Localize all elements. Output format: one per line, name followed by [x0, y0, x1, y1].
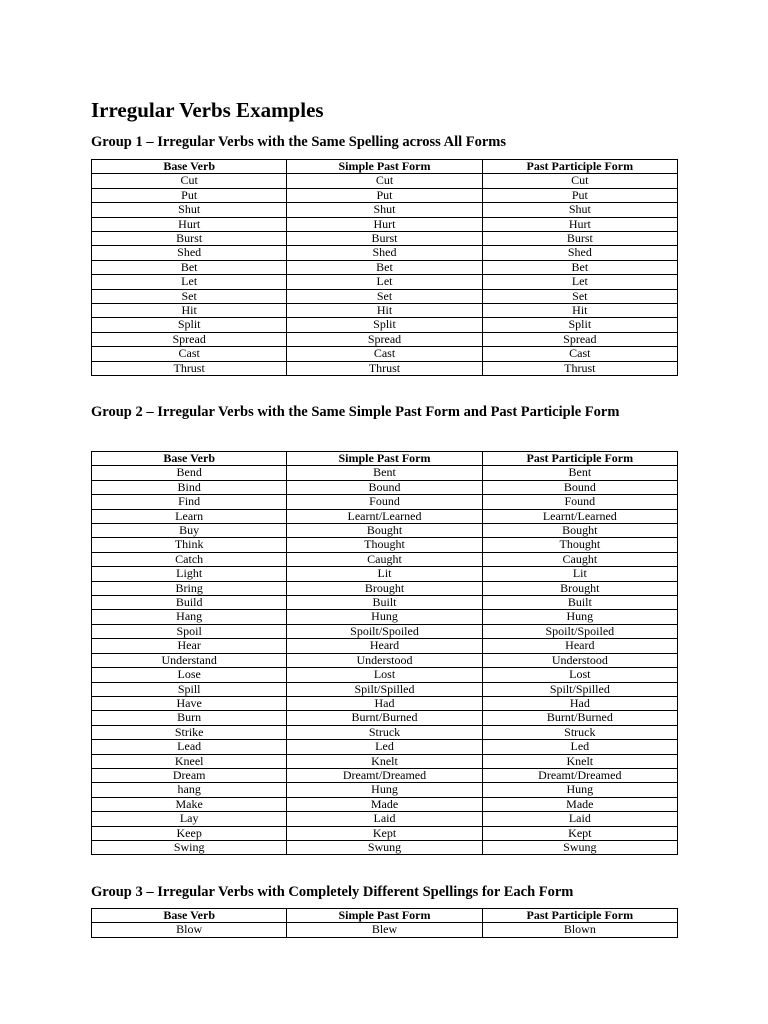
simple-past-cell: Spilt/Spilled	[287, 682, 482, 696]
simple-past-cell: Knelt	[287, 754, 482, 768]
past-participle-cell: Hurt	[482, 217, 677, 231]
simple-past-cell: Let	[287, 275, 482, 289]
table-row	[92, 610, 678, 624]
simple-past-cell: Bet	[287, 260, 482, 274]
past-participle-cell: Bought	[482, 524, 677, 538]
base-verb-cell: Dream	[92, 768, 287, 782]
table-header-row	[92, 909, 678, 923]
table-row	[92, 826, 678, 840]
base-verb-cell: Split	[92, 318, 287, 332]
past-participle-cell: Blown	[482, 923, 677, 937]
base-verb-cell: Think	[92, 538, 287, 552]
past-participle-cell: Found	[482, 495, 677, 509]
past-participle-cell: Bent	[482, 466, 677, 480]
base-verb-cell: Bet	[92, 260, 287, 274]
base-verb-cell: Hit	[92, 304, 287, 318]
past-participle-cell: Built	[482, 596, 677, 610]
base-verb-cell: Have	[92, 696, 287, 710]
past-participle-cell: Bet	[482, 260, 677, 274]
base-verb-cell: Hear	[92, 639, 287, 653]
table-row	[92, 260, 678, 274]
base-verb-cell: Set	[92, 289, 287, 303]
simple-past-cell: Burst	[287, 232, 482, 246]
simple-past-cell: Cast	[287, 347, 482, 361]
base-verb-cell: Shut	[92, 203, 287, 217]
simple-past-cell: Made	[287, 797, 482, 811]
table-row	[92, 783, 678, 797]
base-verb-cell: Blow	[92, 923, 287, 937]
table-row	[92, 624, 678, 638]
table-row	[92, 232, 678, 246]
table-row	[92, 509, 678, 523]
simple-past-cell: Caught	[287, 552, 482, 566]
base-verb-cell: Bind	[92, 480, 287, 494]
past-participle-cell: Split	[482, 318, 677, 332]
group-1-table	[91, 159, 678, 376]
simple-past-cell: Bought	[287, 524, 482, 538]
past-participle-cell: Spilt/Spilled	[482, 682, 677, 696]
simple-past-cell: Hit	[287, 304, 482, 318]
table-row	[92, 289, 678, 303]
past-participle-cell: Made	[482, 797, 677, 811]
simple-past-cell: Dreamt/Dreamed	[287, 768, 482, 782]
simple-past-cell: Thought	[287, 538, 482, 552]
simple-past-cell: Spoilt/Spoiled	[287, 624, 482, 638]
column-header-simple-past: Simple Past Form	[287, 452, 482, 466]
table-row	[92, 812, 678, 826]
table-row	[92, 217, 678, 231]
past-participle-cell: Thrust	[482, 361, 677, 375]
base-verb-cell: Lay	[92, 812, 287, 826]
simple-past-cell: Learnt/Learned	[287, 509, 482, 523]
past-participle-cell: Heard	[482, 639, 677, 653]
simple-past-cell: Set	[287, 289, 482, 303]
simple-past-cell: Shed	[287, 246, 482, 260]
past-participle-cell: Knelt	[482, 754, 677, 768]
simple-past-cell: Lit	[287, 567, 482, 581]
simple-past-cell: Had	[287, 696, 482, 710]
simple-past-cell: Bent	[287, 466, 482, 480]
base-verb-cell: Keep	[92, 826, 287, 840]
group-2-heading: Group 2 – Irregular Verbs with the Same Simple Past Form and Past Participle Form	[91, 404, 620, 420]
base-verb-cell: Bring	[92, 581, 287, 595]
table-row	[92, 203, 678, 217]
base-verb-cell: Buy	[92, 524, 287, 538]
base-verb-cell: hang	[92, 783, 287, 797]
table-row	[92, 596, 678, 610]
past-participle-cell: Burst	[482, 232, 677, 246]
simple-past-cell: Burnt/Burned	[287, 711, 482, 725]
simple-past-cell: Hung	[287, 610, 482, 624]
table-row	[92, 797, 678, 811]
table-row	[92, 246, 678, 260]
past-participle-cell: Laid	[482, 812, 677, 826]
table-row	[92, 480, 678, 494]
base-verb-cell: Spill	[92, 682, 287, 696]
simple-past-cell: Shut	[287, 203, 482, 217]
base-verb-cell: Burst	[92, 232, 287, 246]
simple-past-cell: Led	[287, 740, 482, 754]
table-row	[92, 668, 678, 682]
simple-past-cell: Cut	[287, 174, 482, 188]
simple-past-cell: Swung	[287, 840, 482, 854]
base-verb-cell: Swing	[92, 840, 287, 854]
base-verb-cell: Light	[92, 567, 287, 581]
table-row	[92, 347, 678, 361]
base-verb-cell: Lead	[92, 740, 287, 754]
past-participle-cell: Cut	[482, 174, 677, 188]
base-verb-cell: Catch	[92, 552, 287, 566]
table-row	[92, 923, 678, 937]
table-header-row	[92, 452, 678, 466]
base-verb-cell: Understand	[92, 653, 287, 667]
group-1-heading: Group 1 – Irregular Verbs with the Same Spelling across All Forms	[91, 134, 507, 150]
column-header-base-verb: Base Verb	[92, 909, 287, 923]
table-row	[92, 318, 678, 332]
base-verb-cell: Spread	[92, 332, 287, 346]
table-row	[92, 711, 678, 725]
column-header-past-participle: Past Participle Form	[482, 909, 677, 923]
simple-past-cell: Spread	[287, 332, 482, 346]
simple-past-cell: Understood	[287, 653, 482, 667]
table-row	[92, 538, 678, 552]
base-verb-cell: Hang	[92, 610, 287, 624]
simple-past-cell: Put	[287, 188, 482, 202]
past-participle-cell: Hung	[482, 610, 677, 624]
column-header-base-verb: Base Verb	[92, 160, 287, 174]
past-participle-cell: Understood	[482, 653, 677, 667]
simple-past-cell: Hurt	[287, 217, 482, 231]
past-participle-cell: Let	[482, 275, 677, 289]
column-header-past-participle: Past Participle Form	[482, 160, 677, 174]
table-row	[92, 840, 678, 854]
base-verb-cell: Hurt	[92, 217, 287, 231]
table-row	[92, 361, 678, 375]
base-verb-cell: Let	[92, 275, 287, 289]
table-row	[92, 754, 678, 768]
past-participle-cell: Swung	[482, 840, 677, 854]
group-2-table	[91, 451, 678, 855]
table-row	[92, 725, 678, 739]
table-row	[92, 495, 678, 509]
past-participle-cell: Burnt/Burned	[482, 711, 677, 725]
base-verb-cell: Burn	[92, 711, 287, 725]
past-participle-cell: Hit	[482, 304, 677, 318]
simple-past-cell: Bound	[287, 480, 482, 494]
column-header-simple-past: Simple Past Form	[287, 160, 482, 174]
table-row	[92, 552, 678, 566]
past-participle-cell: Led	[482, 740, 677, 754]
base-verb-cell: Spoil	[92, 624, 287, 638]
table-row	[92, 768, 678, 782]
base-verb-cell: Make	[92, 797, 287, 811]
table-row	[92, 332, 678, 346]
simple-past-cell: Found	[287, 495, 482, 509]
base-verb-cell: Build	[92, 596, 287, 610]
base-verb-cell: Learn	[92, 509, 287, 523]
simple-past-cell: Laid	[287, 812, 482, 826]
base-verb-cell: Shed	[92, 246, 287, 260]
simple-past-cell: Struck	[287, 725, 482, 739]
past-participle-cell: Lost	[482, 668, 677, 682]
simple-past-cell: Built	[287, 596, 482, 610]
past-participle-cell: Caught	[482, 552, 677, 566]
base-verb-cell: Cast	[92, 347, 287, 361]
base-verb-cell: Thrust	[92, 361, 287, 375]
past-participle-cell: Spoilt/Spoiled	[482, 624, 677, 638]
past-participle-cell: Had	[482, 696, 677, 710]
base-verb-cell: Find	[92, 495, 287, 509]
group-3-table	[91, 908, 678, 938]
simple-past-cell: Thrust	[287, 361, 482, 375]
past-participle-cell: Kept	[482, 826, 677, 840]
table-row	[92, 466, 678, 480]
past-participle-cell: Bound	[482, 480, 677, 494]
past-participle-cell: Thought	[482, 538, 677, 552]
column-header-simple-past: Simple Past Form	[287, 909, 482, 923]
base-verb-cell: Strike	[92, 725, 287, 739]
table-row	[92, 653, 678, 667]
past-participle-cell: Spread	[482, 332, 677, 346]
table-row	[92, 188, 678, 202]
base-verb-cell: Cut	[92, 174, 287, 188]
table-row	[92, 567, 678, 581]
past-participle-cell: Shut	[482, 203, 677, 217]
table-row	[92, 581, 678, 595]
table-row	[92, 304, 678, 318]
simple-past-cell: Split	[287, 318, 482, 332]
past-participle-cell: Set	[482, 289, 677, 303]
simple-past-cell: Kept	[287, 826, 482, 840]
base-verb-cell: Kneel	[92, 754, 287, 768]
past-participle-cell: Cast	[482, 347, 677, 361]
table-row	[92, 696, 678, 710]
table-row	[92, 524, 678, 538]
base-verb-cell: Lose	[92, 668, 287, 682]
base-verb-cell: Put	[92, 188, 287, 202]
simple-past-cell: Brought	[287, 581, 482, 595]
past-participle-cell: Hung	[482, 783, 677, 797]
simple-past-cell: Blew	[287, 923, 482, 937]
table-row	[92, 740, 678, 754]
base-verb-cell: Bend	[92, 466, 287, 480]
page-title: Irregular Verbs Examples	[91, 98, 324, 122]
past-participle-cell: Shed	[482, 246, 677, 260]
past-participle-cell: Struck	[482, 725, 677, 739]
column-header-past-participle: Past Participle Form	[482, 452, 677, 466]
past-participle-cell: Dreamt/Dreamed	[482, 768, 677, 782]
table-row	[92, 275, 678, 289]
past-participle-cell: Brought	[482, 581, 677, 595]
simple-past-cell: Hung	[287, 783, 482, 797]
table-row	[92, 682, 678, 696]
group-3-heading: Group 3 – Irregular Verbs with Completely Different Spellings for Each Form	[91, 884, 574, 900]
table-row	[92, 639, 678, 653]
past-participle-cell: Learnt/Learned	[482, 509, 677, 523]
simple-past-cell: Lost	[287, 668, 482, 682]
table-header-row	[92, 160, 678, 174]
column-header-base-verb: Base Verb	[92, 452, 287, 466]
past-participle-cell: Lit	[482, 567, 677, 581]
simple-past-cell: Heard	[287, 639, 482, 653]
past-participle-cell: Put	[482, 188, 677, 202]
table-row	[92, 174, 678, 188]
